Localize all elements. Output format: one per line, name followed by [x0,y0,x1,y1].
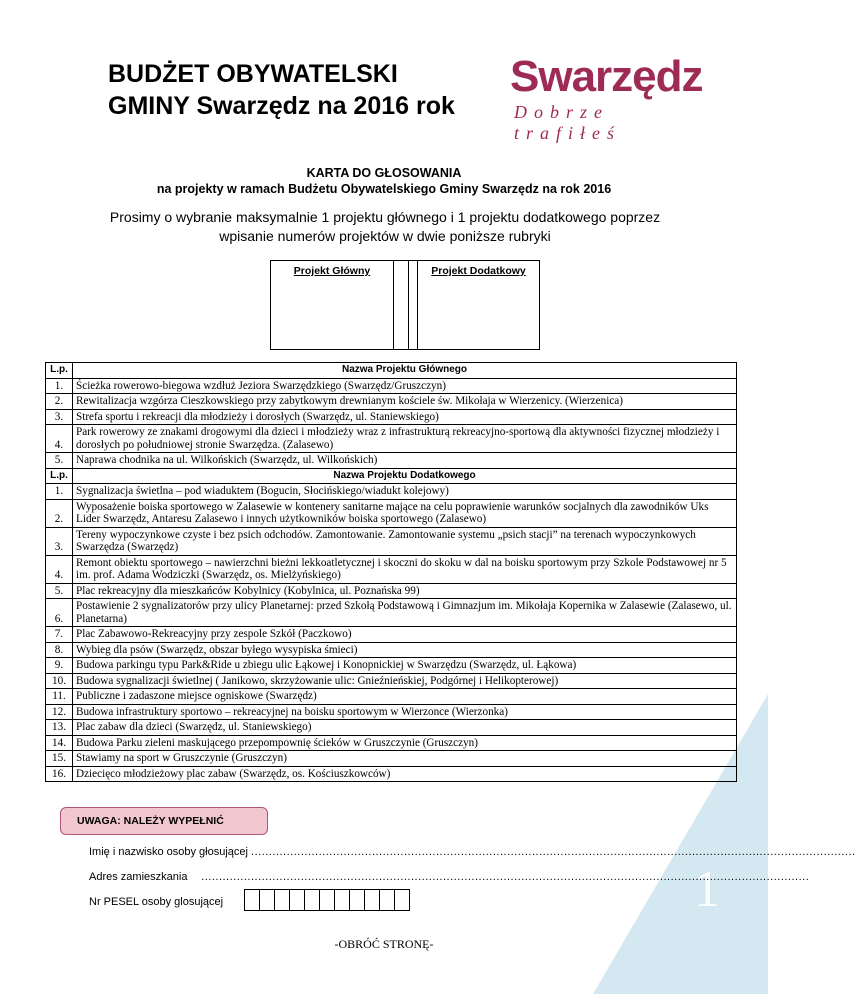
project-number: 2. [46,499,73,527]
project-number: 1. [46,484,73,500]
project-number: 3. [46,409,73,425]
project-row [46,642,737,658]
project-name: Plac zabaw dla dzieci (Swarzędz, ul. Staniewskiego) [73,720,737,736]
project-row [46,527,737,555]
project-number: 5. [46,453,73,469]
project-row [46,751,737,767]
project-row [46,658,737,674]
address-dots: ........................................................................................................................................................................... [190,871,810,883]
extra-project-label: Projekt Dodatkowy [431,265,526,277]
project-row [46,583,737,599]
project-row [46,766,737,782]
project-number: 6. [46,599,73,627]
project-row [46,627,737,643]
pesel-digit-cell[interactable] [244,889,260,911]
project-number: 1. [46,378,73,394]
project-row [46,599,737,627]
voter-name-dots: .......................................................................................................................................................................... [251,846,856,858]
project-number: 4. [46,555,73,583]
project-name: Park rowerowy ze znakami drogowymi dla dzieci i młodzieży wraz z infrastrukturą rekreacyjno-sportową dla aktywności fizycznej młodzieży i dorosłych po południowej stronie Swarzędza. (Zalasewo) [73,425,737,453]
project-row [46,735,737,751]
project-name: Strefa sportu i rekreacji dla młodzieży i dorosłych (Swarzędz, ul. Staniewskiego) [73,409,737,425]
pesel-digit-cell[interactable] [364,889,380,911]
project-row [46,673,737,689]
main-projects-header: Nazwa Projektu Głównego [73,363,737,379]
project-number: 4. [46,425,73,453]
project-name: Dziecięco młodzieżowy plac zabaw (Swarzędz, os. Kościuszkowców) [73,766,737,782]
card-title-line-1: KARTA DO GŁOSOWANIA [306,166,462,180]
fill-warning-badge: UWAGA: NALEŻY WYPEŁNIĆ [60,807,268,835]
lp-header: L.p. [46,363,73,379]
pesel-digit-cell[interactable] [334,889,350,911]
logo-word: Swarzędz [510,52,703,101]
project-name: Tereny wypoczynkowe czyste i bez psich odchodów. Zamontowanie. Zamontowanie systemu „psich stacji” na terenach wypoczynkowych Swarzędza (Swarzędz) [73,527,737,555]
logo-tagline: Dobrze trafiłeś [514,102,622,143]
voting-instruction: Prosimy o wybranie maksymalnie 1 projektu głównego i 1 projektu dodatkowego poprzez wpisanie numerów projektów w dwie poniższe rubryki [109,209,661,244]
project-row [46,409,737,425]
project-number: 12. [46,704,73,720]
address-field[interactable] [89,871,810,883]
lp-header: L.p. [46,468,73,484]
project-name: Remont obiektu sportowego – nawierzchni bieżni lekkoatletycznej i skoczni do skoku w dal na boisku sportowym przy Szkole Podstawowej nr 5 im. prof. Adama Wodziczki (Swarzędz, os. Mielżyńskiego) [73,555,737,583]
projects-table [45,362,737,782]
vote-boxes [270,260,540,352]
main-project-label: Projekt Główny [293,265,371,277]
pesel-input[interactable] [244,889,409,911]
project-name: Rewitalizacja wzgórza Cieszkowskiego przy zabytkowym drewnianym kościele św. Mikołaja w Wierzenicy. (Wierzenica) [73,394,737,410]
project-name: Budowa infrastruktury sportowo – rekreacyjnej na boisku sportowym w Wierzonce (Wierzonka) [73,704,737,720]
page-number: 1 [694,861,720,918]
project-row [46,720,737,736]
project-row [46,453,737,469]
project-number: 10. [46,673,73,689]
project-row [46,689,737,705]
project-name: Stawiamy na sport w Gruszczynie (Gruszczyn) [73,751,737,767]
project-number: 3. [46,527,73,555]
project-name: Wybieg dla psów (Swarzędz, obszar byłego wysypiska śmieci) [73,642,737,658]
project-number: 5. [46,583,73,599]
box-separator-left [393,260,409,350]
pesel-digit-cell[interactable] [349,889,365,911]
extra-project-box[interactable] [417,260,540,350]
pesel-digit-cell[interactable] [259,889,275,911]
project-row [46,499,737,527]
project-name: Naprawa chodnika na ul. Wilkońskich (Swarzędz, ul. Wilkońskich) [73,453,737,469]
project-number: 9. [46,658,73,674]
project-row [46,484,737,500]
pesel-digit-cell[interactable] [394,889,410,911]
project-name: Budowa Parku zieleni maskującego przepompownię ścieków w Gruszczynie (Gruszczyn) [73,735,737,751]
project-name: Sygnalizacja świetlna – pod wiaduktem (Bogucin, Słocińskiego/wiadukt kolejowy) [73,484,737,500]
project-number: 8. [46,642,73,658]
project-name: Ścieżka rowerowo-biegowa wzdłuż Jeziora Swarzędzkiego (Swarzędz/Gruszczyn) [73,378,737,394]
extra-projects-header: Nazwa Projektu Dodatkowego [73,468,737,484]
project-name: Publiczne i zadaszone miejsce ogniskowe (Swarzędz) [73,689,737,705]
voter-name-field[interactable] [89,846,856,858]
extra-projects-header-row [46,468,737,484]
title-line-2: GMINY Swarzędz na 2016 rok [108,92,455,120]
address-label: Adres zamieszkania [89,871,188,883]
main-project-box[interactable] [270,260,394,350]
project-number: 16. [46,766,73,782]
project-row [46,555,737,583]
project-row [46,704,737,720]
project-number: 7. [46,627,73,643]
card-title-line-2: na projekty w ramach Budżetu Obywatelskiego Gminy Swarzędz na rok 2016 [156,182,612,196]
project-name: Plac rekreacyjny dla mieszkańców Kobylnicy (Kobylnica, ul. Poznańska 99) [73,583,737,599]
pesel-digit-cell[interactable] [304,889,320,911]
project-name: Plac Zabawowo-Rekreacyjny przy zespole Szkół (Paczkowo) [73,627,737,643]
project-name: Budowa parkingu typu Park&Ride u zbiegu ulic Łąkowej i Konopnickiej w Swarzędzu (Swarzędz, ul. Łąkowa) [73,658,737,674]
pesel-digit-cell[interactable] [274,889,290,911]
project-row [46,425,737,453]
pesel-label: Nr PESEL osoby glosującej [89,896,224,908]
pesel-digit-cell[interactable] [319,889,335,911]
swarzedz-logo [510,52,715,143]
project-name: Wyposażenie boiska sportowego w Zalasewie w kontenery sanitarne mające na celu poprawienie warunków socjalnych dla zawodników Uks Lider Swarzędz, Antaresu Zalasewo i innych użytkowników boiska sportowego (Zalasewo) [73,499,737,527]
project-row [46,394,737,410]
project-number: 11. [46,689,73,705]
document-title [108,58,455,122]
title-line-1: BUDŻET OBYWATELSKI [108,60,398,88]
project-row [46,378,737,394]
pesel-digit-cell[interactable] [289,889,305,911]
turn-page-note: -OBRÓĆ STRONĘ- [334,937,434,951]
card-title [0,165,768,197]
project-number: 14. [46,735,73,751]
project-name: Postawienie 2 sygnalizatorów przy ulicy Planetarnej: przed Szkołą Podstawową i Gimnazjum im. Mikołaja Kopernika w Zalasewie (Zalasewo, ul. Planetarna) [73,599,737,627]
project-number: 15. [46,751,73,767]
voter-name-label: Imię i nazwisko osoby głosującej [89,846,248,858]
pesel-digit-cell[interactable] [379,889,395,911]
project-number: 13. [46,720,73,736]
main-projects-header-row [46,363,737,379]
project-name: Budowa sygnalizacji świetlnej ( Janikowo, skrzyżowanie ulic: Gnieźnieńskiej, Podgórnej i Helikopterowej) [73,673,737,689]
project-number: 2. [46,394,73,410]
